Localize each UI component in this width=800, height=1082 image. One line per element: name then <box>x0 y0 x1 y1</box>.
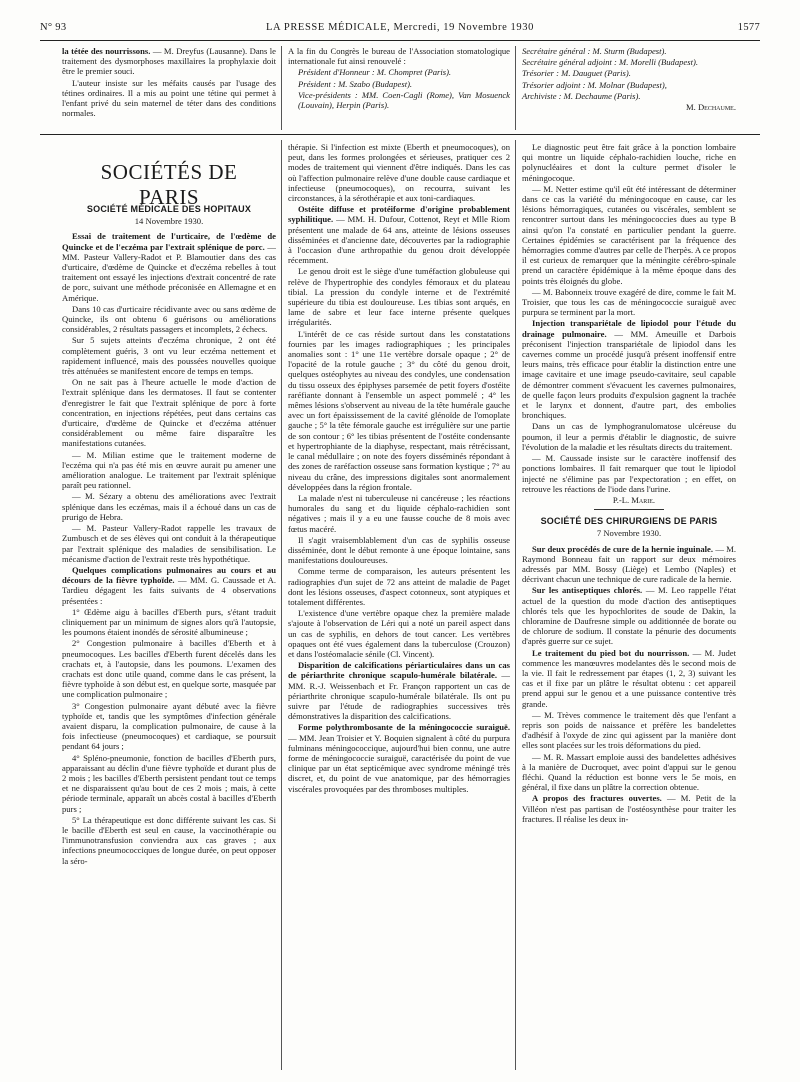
column-2 <box>288 142 510 1076</box>
paragraph <box>62 607 276 638</box>
paragraph <box>288 566 510 607</box>
article-heading: Le traitement du pied bot du nourrisson. <box>532 647 690 658</box>
paragraph-text: Dans 10 cas d'urticaire récidivante avec ou sans œdème de Quincke, ils ont obtenu 6 guérisons ou améliorations considérables, 2 résultats passagers et incomplets, 2 échecs. <box>62 303 276 335</box>
article-paragraph <box>522 793 736 824</box>
paragraph-text: 1° Œdème aigu à bacilles d'Eberth purs, s'étant traduit cliniquement par un minimum de signes alors qu'à l'autopsie, les poumons étaient inondés de sérosité albumineuse ; <box>62 606 276 638</box>
top-right-signature: M. Dechaume. <box>686 102 736 113</box>
paragraph-text: Il s'agit vraisemblablement d'un cas de syphilis osseuse disséminée, dont le début remonte à une époque lointaine, sans manifestations douloureuses. <box>288 534 510 566</box>
paragraph <box>522 421 736 452</box>
paragraph <box>62 753 276 814</box>
paragraph-text: — MM. R.-J. Weissenbach et Fr. Françon rapportent un cas de périarthrite chronique scapulo-humérale bilatérale. Ils ont pu suivre par l'étude de radiographies successives très démonstratives la disparition des calcifications. <box>288 670 510 722</box>
article-heading: Forme polythrombosante de la méningococcie suraiguë. <box>298 722 510 733</box>
society-title-hopitaux: SOCIÉTÉ MÉDICALE DES HOPITAUX <box>86 204 252 214</box>
paragraph-text: — MM. Ameuille et Darbois préconisent l'injection transpariétale de lipiodol dans les cavernes comme un procédé jusqu'à présent inoffensif entre leurs mains, très efficace pour établir la distinction entre une image cavitaire et une image pseudo-cavitaire, seul capable de démontrer comment s'évacuent les cavernes pulmonaires, de quelle façon leurs produits d'expulsion gagnent la trachée et le larynx et donnent, d'autre part, des embolies bronchiques. <box>522 328 736 421</box>
paragraph-text: Dans un cas de lymphogranulomatose ulcéreuse du poumon, il leur a permis d'établir le diagnostic, de suivre l'évolution de la maladie et les résultats directs du traitement. <box>522 421 736 452</box>
paragraph <box>288 608 510 659</box>
column-1 <box>62 200 276 1076</box>
article-heading: Essai de traitement de l'urticaire, de l'œdème de Quincke et de l'eczéma par l'extrait splénique de porc. <box>62 231 276 252</box>
column-3-chirurgiens-body <box>522 544 736 824</box>
paragraph-text: — M. Raymond Bonneau fait un rapport sur deux mémoires adressés par MM. Bossy (Liège) et Lembo (Naples) et décrivant chacun une technique de cure radicale de la hernie. <box>522 543 736 585</box>
top-column-divider-1 <box>281 46 282 130</box>
issue-number: N° 93 <box>40 22 67 33</box>
top-left-block <box>62 46 276 119</box>
paragraph-text: 3° Congestion pulmonaire ayant débuté avec la fièvre typhoïde et, tandis que les symptômes d'infection générale avaient disparu, la complication pulmonaire, de cause à la fois infectieuse (pneumocoques) et cardiaque, se poursuit pendant 64 jours ; <box>62 700 276 752</box>
paragraph-text: Le genou droit est le siège d'une tuméfaction globuleuse qui relève de l'hypertrophie des condyles fémoraux et du plateau tibial. La pression du condyle interne et de l'extrémité supérieure du tibia est douloureuse. Les tibias sont arqués, en lame de sabre et leur face interne présente quelques irrégularités. <box>288 266 510 328</box>
paragraph-text: — M. Milian estime que le traitement moderne de l'eczéma qui n'a pas été mis en œuvre aurait pu amener une amélioration analogue. Le traitement par l'extrait splénique paraît peu rationnel. <box>62 449 276 491</box>
paragraph-text: — M. Pasteur Vallery-Radot rappelle les travaux de Zumbusch et de ses élèves qui ont conduit à la thérapeutique par l'extrait splénique des maladies de sensibilisation. Le mécanisme d'action de l'extrait reste très hypothétique. <box>62 523 276 564</box>
page-number: 1577 <box>737 22 760 33</box>
paragraph <box>62 701 276 752</box>
article-paragraph <box>522 585 736 646</box>
paragraph <box>522 710 736 751</box>
paragraph-text: — M. Caussade insiste sur le caractère inoffensif des ponctions lombaires. Il fait remarquer que tout le lipiodol injecté ne s'élimine pas par l'expectoration ; en effet, on retrouve les réactions de l'iode dans l'urine. <box>522 453 736 494</box>
article-heading: Injection transpariétale de lipiodol pour l'étude du drainage pulmonaire. <box>522 318 736 339</box>
hopitaux-signature: P.-L. Marie. <box>612 494 656 505</box>
top-right-block <box>522 46 736 113</box>
office-line: Vice-présidents : MM. Coen-Cagli (Rome), Van Mosuenck (Louvain), Herpin (Paris). <box>298 89 510 111</box>
paragraph-text: — M. Sézary a obtenu des améliorations avec l'extrait splénique dans les eczémas, mais il a échoué dans un cas de prurigo de Hebra. <box>62 491 276 522</box>
top-middle-block <box>288 46 510 111</box>
paragraph <box>62 815 276 866</box>
article-heading: Ostéite diffuse et protéiforme d'origine probablement syphilitique. <box>288 204 510 225</box>
office-line: Secrétaire général adjoint : M. Morelli (Budapest). <box>522 57 698 68</box>
article-heading: A propos des fractures ouvertes. <box>532 793 662 804</box>
paragraph <box>522 752 736 793</box>
paragraph-text: thérapie. Si l'infection est mixte (Eberth et pneumocoques), on peut, dans les formes prolongées et sérieuses, pratiquer ces 2 modes de traitement qui viennent d'être indiqués. Dans les cas où l'affection pulmonaire relève d'une double cause cardiaque et infectieuse (pneumocoques), on recourra, suivant les circonstances, à la sérothérapie et aux toni-cardiaques. <box>288 142 510 204</box>
paragraph <box>288 266 510 327</box>
top-left-para: L'auteur insiste sur les méfaits causés par l'usage des tétines ordinaires. Il a mis au point une tétine qui permet à l'enfant privé du sein maternel de téter dans des conditions normales. <box>62 77 276 119</box>
paragraph <box>62 304 276 335</box>
column-1-body <box>62 231 276 865</box>
paragraph-text: La malade n'est ni tuberculeuse ni cancéreuse ; les réactions humorales du sang et du liquide céphalo-rachidien sont négatives ; mais il y a eu une fausse couche de 8 mois avec fœtus macéré. <box>288 492 510 534</box>
paragraph-text: — M. Trèves commence le traitement dès que l'enfant a repris son poids de naissance et préfère les bandelettes d'adhésif à l'oxyde de zinc qui agissent par la manière dont elles sont placées sur les trois déformations du pied. <box>522 709 736 751</box>
paragraph <box>522 142 736 183</box>
column-divider-2 <box>515 140 516 1070</box>
header-rule <box>40 40 760 41</box>
article-paragraph <box>288 660 510 721</box>
paragraph-text: — M. R. Massart emploie aussi des bandelettes adhésives à la manière de Ducroquet, avec point d'appui sur le genou fléchi. Quand la réduction est bonne vers le 5e mois, en général, il fixe dans un plâtre la correction obtenue. <box>522 751 736 793</box>
paragraph-text: Le diagnostic peut être fait grâce à la ponction lombaire qui montre un liquide céphalo-rachidien louche, riche en polynucléaires et dont la culture permet d'isoler le méningocoque. <box>522 142 736 183</box>
paragraph <box>62 491 276 522</box>
paragraph <box>522 287 736 318</box>
paragraph-text: Sur 5 sujets atteints d'eczéma chronique, 2 ont été complètement guéris, 3 ont vu leur eczéma nettement et rapidement influencé, mais des poussées nouvelles quoique très atténuées se manifestent encore de temps en temps. <box>62 335 276 377</box>
paragraph-text: 2° Congestion pulmonaire à bacilles d'Eberth et à pneumocoques. Les bacilles d'Eberth furent décelés dans les crachats et, à l'autopsie, dans les poumons. L'examen des crachats est donc utile quand, comme dans le cas présent, la fièvre typhoïde à son début est, en quelque sorte, masquée par une complication pulmonaire ; <box>62 638 276 700</box>
section-divider <box>594 509 664 510</box>
column-3 <box>522 142 736 1076</box>
paragraph <box>288 142 510 203</box>
paragraph-text: — M. Netter estime qu'il eût été intéressant de déterminer dans ce cas la variété du méningocoque en cause, car les lésions hémorragiques, cutanées ou viscérales, semblent se rencontrer surtout dans les méningococcies dues au type B ainsi qu'on l'a constaté en particulier pendant la guerre. Certaines épidémies se caractérisent par la fréquence des hémorragies comme d'autres par celle de l'herpès. A ce propos il est curieux de remarquer que la méningite cérébro-spinale prend un caractère épidémique à la même époque dans des points très éloignés du globe. <box>522 183 736 286</box>
section-title: SOCIÉTÉS DE PARIS <box>100 160 238 209</box>
article-paragraph <box>522 648 736 709</box>
paragraph <box>62 450 276 491</box>
society-date: 14 Novembre 1930. <box>134 216 204 227</box>
office-intro: A la fin du Congrès le bureau de l'Association stomatologique internationale fut ainsi renouvelé : <box>288 46 510 67</box>
article-heading: Quelques complications pulmonaires au cours et au décours de la fièvre typhoïde. <box>62 564 276 586</box>
paragraph <box>288 329 510 492</box>
article-paragraph <box>288 722 510 793</box>
top-left-text: — M. Dreyfus (Lausanne). Dans le traitement des dysmorphoses maxillaires la prophylaxie doit être le premier souci. <box>62 46 276 77</box>
society-title-chirurgiens: SOCIÉTÉ DES CHIRURGIENS DE PARIS <box>540 516 718 527</box>
paragraph-text: 5° La thérapeutique est donc différente suivant les cas. Si le bacille d'Eberth est seul en cause, la vaccinothérapie ou l'immunotransfusion conviendra aux cas graves ; aux infections pneumococciques de longue durée, on peut opposer la séro- <box>62 814 276 866</box>
column-divider-1 <box>281 140 282 1070</box>
article-heading: Sur les antiseptiques chlorés. <box>532 585 643 596</box>
top-left-bold: la tétée des nourrissons. <box>62 46 151 56</box>
article-paragraph <box>522 318 736 420</box>
column-2-body <box>288 142 510 794</box>
article-paragraph <box>62 231 276 302</box>
paragraph <box>522 453 736 494</box>
paragraph <box>62 377 276 448</box>
article-paragraph <box>522 544 736 585</box>
masthead: LA PRESSE MÉDICALE, Mercredi, 19 Novembre 1930 <box>266 22 534 33</box>
paragraph-text: — M. Petit de la Villéon n'est pas partisan de l'ostéosynthèse pour traiter les fractures. Il réalise les deux in- <box>522 793 736 824</box>
paragraph-text: — M. Leo rappelle l'état actuel de la question du mode d'action des antiseptiques chlorés tels que les hypochlorites de soude de Dakin, la chloramine de Daufresne simple ou additionnée de borate ou de chlorure de sodium. Il constate la pénurie des documents d'après guerre sur ce sujet. <box>522 585 736 647</box>
office-line: Président : M. Szabo (Budapest). <box>298 78 413 89</box>
article-heading: Sur deux procédés de cure de la hernie inguinale. <box>532 543 714 554</box>
article-paragraph <box>62 565 276 606</box>
paragraph <box>62 335 276 376</box>
paragraph <box>62 523 276 564</box>
paragraph <box>288 493 510 534</box>
office-line: Trésorier : M. Dauguet (Paris). <box>522 68 631 79</box>
paragraph <box>62 638 276 699</box>
paragraph-text: — MM. Pasteur Vallery-Radot et P. Blamoutier dans des cas d'urticaire, d'œdème de Quincke et d'eczéma rebelles à tout traitement ont essayé les injections d'extrait concentré de rate de porc, suivant une méthode préconisée en Allemagne et en Amérique. <box>62 241 276 303</box>
paragraph-text: — M. Babonneix trouve exagéré de dire, comme le fait M. Troisier, que tous les cas de méningococcie suraiguë avec purpura se terminent par la mort. <box>522 286 736 318</box>
office-line: Trésorier adjoint : M. Molnar (Budapest), <box>522 79 667 90</box>
paragraph-text: — MM. Jean Troisier et Y. Boquien signalent à côté du purpura fulminans méningococcique, aujourd'hui bien connu, une autre forme de méningococcie suraiguë, caractérisée du point de vue clinique par un état septicémique avec syndrome méningé très discret, et, du point de vue anatomique, par des hémorragies viscérales provoquées par des thromboses multiples. <box>288 732 510 794</box>
article-heading: Disparition de calcifications périarticulaires dans un cas de périarthrite chronique scapulo-humérale bilatérale. <box>288 660 510 681</box>
top-strip-rule <box>40 134 760 135</box>
paragraph-text: L'intérêt de ce cas réside surtout dans les constatations fournies par les images radiographiques ; les principales anomalies sont : 1° une 11e vertèbre dorsale opaque ; 2° de l'opacité de la rotule gauche ; 3° du côté du genou droit, quelques ostéophytes au niveau des condyles, une condensation du tissu osseux des épiphyses parsemée de petit foyers d'ostéite raréfiante donnant à l'ensemble un aspect pommelé ; 4° les mêmes lésions s'observent au niveau de la tête humérale gauche avec un fort épaississement de la cavité glénoïde de l'omoplate gauche ; 5° la tête fémorale gauche est irrégulière sur une partie de son contour ; 6° les tibias présentent de l'ostéite condensante et hypertrophiante de la diaphyse, respectant, mais rétrécissant, le canal médullaire ; on note des foyers disséminés répondant à des zones de raréfaction osseuse sans formation kystique ; 7° au niveau du crâne, des impressions digitales sont anormalement développées dans la région frontale. <box>288 328 510 492</box>
office-line: Archiviste : M. Dechaume (Paris). <box>522 90 641 101</box>
paragraph <box>288 535 510 566</box>
paragraph-text: — MM. H. Dufour, Cottenot, Reyt et Mlle Riom présentent une malade de 64 ans, atteinte de lésions osseuses disséminées et d'ancienne date, découvertes par la radiographie à l'occasion d'une arthropathie du genou droit développée récemment. <box>288 214 510 266</box>
office-line: Président d'Honneur : M. Chompret (Paris). <box>298 67 452 78</box>
paragraph-text: 4° Spléno-pneumonie, fonction de bacilles d'Eberth purs, apparaissant au déclin d'une fièvre typhoïde et durant plus de 2 mois ; les bacilles d'Eberth persistent pendant tout ce temps et ne disparaissent qu'au bout de ces 2 mois ; mais, à cette période terminale, apparaît un abcès costal à bacilles d'Eberth purs ; <box>62 752 276 814</box>
column-3-body <box>522 142 736 494</box>
paragraph-text: — MM. G. Caussade et A. Tardieu dégagent les faits suivants de 4 observations présentées : <box>62 575 276 606</box>
office-line: Secrétaire général : M. Sturm (Budapest). <box>522 46 667 56</box>
paragraph <box>522 184 736 286</box>
top-column-divider-2 <box>515 46 516 130</box>
page-header <box>40 22 760 38</box>
paragraph-text: — M. Judet commence les manœuvres modelantes dès le second mois de la vie. Il fait le redressement par étapes (1, 2, 3) suivant les cas et il fixe par un plâtre le résultat obtenu : cet appareil prend appui sur le genou et a une puissance contentive très grande. <box>522 647 736 709</box>
paragraph-text: L'existence d'une vertèbre opaque chez la première malade s'ajoute à l'observation de Léri qui a noté un pareil aspect dans un cas de syphilis, en dehors de tout cancer. Les vertèbres opaques ont été vues également dans la tuberculose (Crouzon) et dans l'ostéomalacie sénile (Cl. Vincent). <box>288 608 510 659</box>
society-date: 7 Novembre 1930. <box>596 528 662 539</box>
paragraph-text: Comme terme de comparaison, les auteurs présentent les radiographies d'un sujet de 72 ans atteint de maladie de Paget dont les lésions osseuses, d'aspect cotonneux, sont atypiques et totalement différentes. <box>288 566 510 607</box>
paragraph-text: On ne sait pas à l'heure actuelle le mode d'action de l'extrait splénique dans les dermatoses. Il faut se contenter d'enregistrer le fait que l'extrait splénique de porc à forte concentration, en injections répétées, peut dans certains cas d'urticaire, d'œdème de Quincke et d'eczéma atténuer considérablement ou même faire disparaître les manifestations cutanées. <box>62 377 276 449</box>
article-paragraph <box>288 204 510 265</box>
